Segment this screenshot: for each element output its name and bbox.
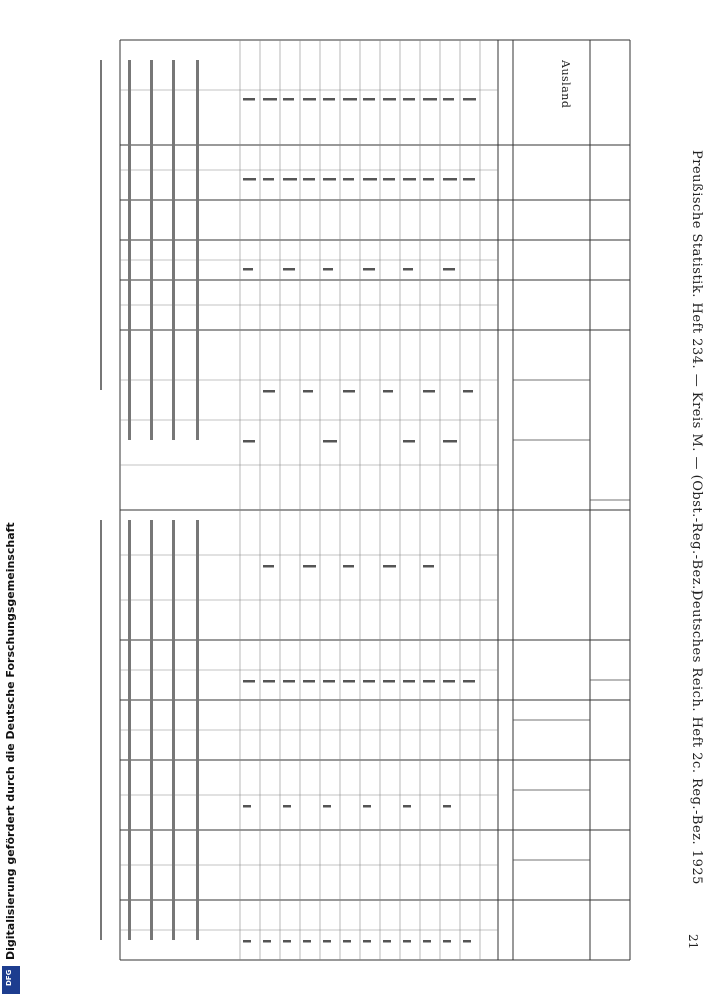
dfg-watermark: Digitalisierung gefördert durch die Deutsche Forschungsgemeinschaft	[4, 522, 17, 960]
dfg-logo-text: DFG	[5, 969, 13, 986]
left-summary-rows	[100, 60, 199, 940]
page-number: 21	[686, 934, 700, 950]
page-header-continued: Deutsches Reich. Heft 2c. Reg.-Bez. 1925	[689, 590, 704, 885]
dfg-logo	[2, 966, 20, 994]
page-header: Preußische Statistik. Heft 234. — Kreis M. — (Obst.-Reg.-Bez.)	[689, 150, 704, 596]
header-rules	[513, 380, 630, 860]
illegible-table-entries	[243, 98, 476, 943]
left-column-label: Ausland	[559, 60, 572, 109]
